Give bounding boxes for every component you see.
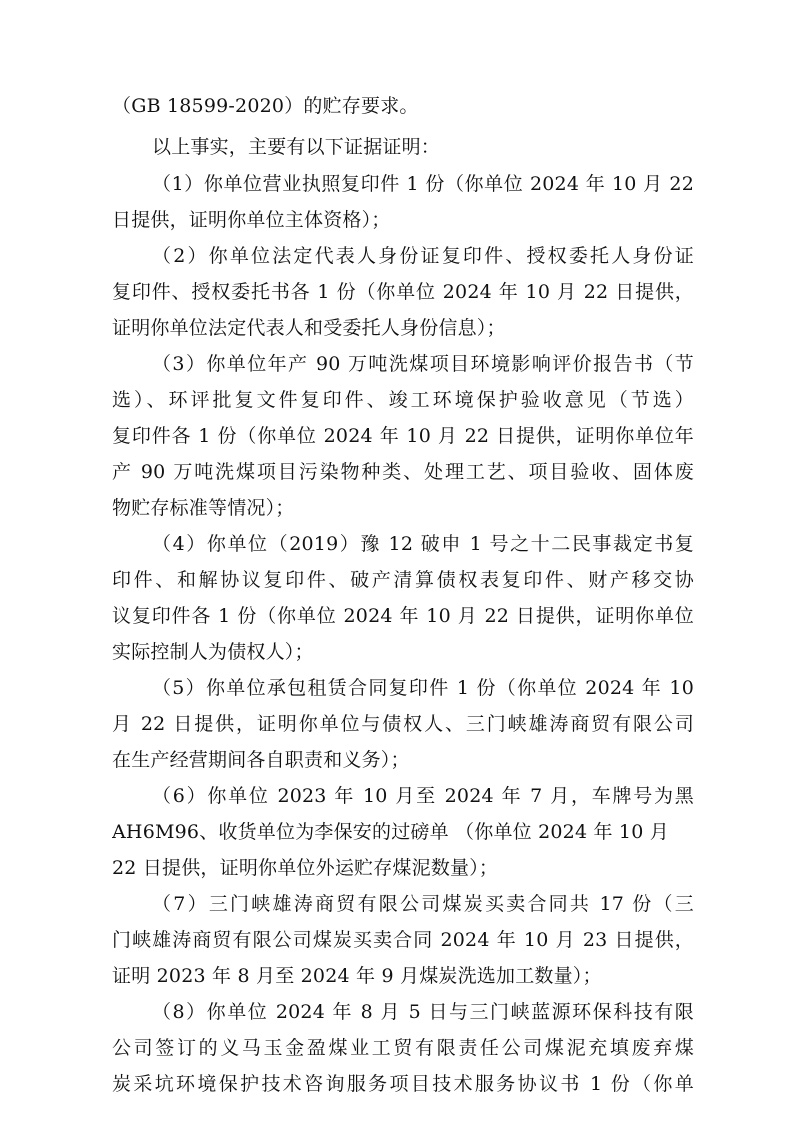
text-line: 以上事实，主要有以下证据证明： [152, 136, 441, 158]
text-line: 门峡雄涛商贸有限公司煤炭买卖合同 2024 年 10 月 23 日提供， [112, 929, 694, 951]
text-line: 复印件各 1 份（你单位 2024 年 10 月 22 日提供，证明你单位年 [112, 425, 694, 447]
text-line: 月 22 日提供，证明你单位与债权人、三门峡雄涛商贸有限公司 [112, 713, 694, 735]
text-line: 议复印件各 1 份（你单位 2024 年 10 月 22 日提供，证明你单位 [112, 605, 694, 627]
text-line: 复印件、授权委托书各 1 份（你单位 2024 年 10 月 22 日提供， [112, 281, 694, 303]
text-line: （7）三门峡雄涛商贸有限公司煤炭买卖合同共 17 份（三 [152, 893, 694, 915]
text-line: （GB 18599-2020）的贮存要求。 [112, 95, 419, 117]
text-line: 实际控制人为债权人）； [112, 641, 314, 663]
text-line: 炭采坑环境保护技术咨询服务项目技术服务协议书 1 份（你单 [112, 1073, 694, 1095]
text-line: （3）你单位年产 90 万吨洗煤项目环境影响评价报告书（节 [152, 353, 694, 375]
text-line: 证明你单位法定代表人和受委托人身份信息）； [112, 317, 506, 339]
text-line: （4）你单位（2019）豫 12 破申 1 号之十二民事裁定书复 [152, 533, 694, 555]
text-line: （2）你单位法定代表人身份证复印件、授权委托人身份证 [152, 245, 694, 267]
text-line: 印件、和解协议复印件、破产清算债权表复印件、财产移交协 [112, 569, 694, 591]
text-line: 产 90 万吨洗煤项目污染物种类、处理工艺、项目验收、固体废 [112, 461, 694, 483]
text-line: 22 日提供，证明你单位外运贮存煤泥数量）； [112, 857, 499, 879]
text-line: 公司签订的义马玉金盈煤业工贸有限责任公司煤泥充填废弃煤 [112, 1037, 694, 1059]
text-line: （8）你单位 2024 年 8 月 5 日与三门峡蓝源环保科技有限 [152, 1001, 694, 1023]
text-line: （6）你单位 2023 年 10 月至 2024 年 7 月，车牌号为黑 [152, 785, 694, 807]
text-line: 证明 2023 年 8 月至 2024 年 9 月煤炭洗选加工数量）； [112, 965, 602, 987]
text-line: 物贮存标准等情况）； [112, 497, 295, 519]
text-line: 日提供，证明你单位主体资格）； [112, 209, 391, 231]
text-line: AH6M96、收货单位为李保安的过磅单 （你单位 2024 年 10 月 [112, 821, 669, 843]
text-line: 选）、环评批复文件复印件、竣工环境保护验收意见（节选） [112, 389, 694, 411]
text-line: 在生产经营期间各自职责和义务）； [112, 749, 410, 771]
text-line: （5）你单位承包租赁合同复印件 1 份（你单位 2024 年 10 [152, 677, 694, 699]
text-line: （1）你单位营业执照复印件 1 份（你单位 2024 年 10 月 22 [152, 173, 694, 195]
